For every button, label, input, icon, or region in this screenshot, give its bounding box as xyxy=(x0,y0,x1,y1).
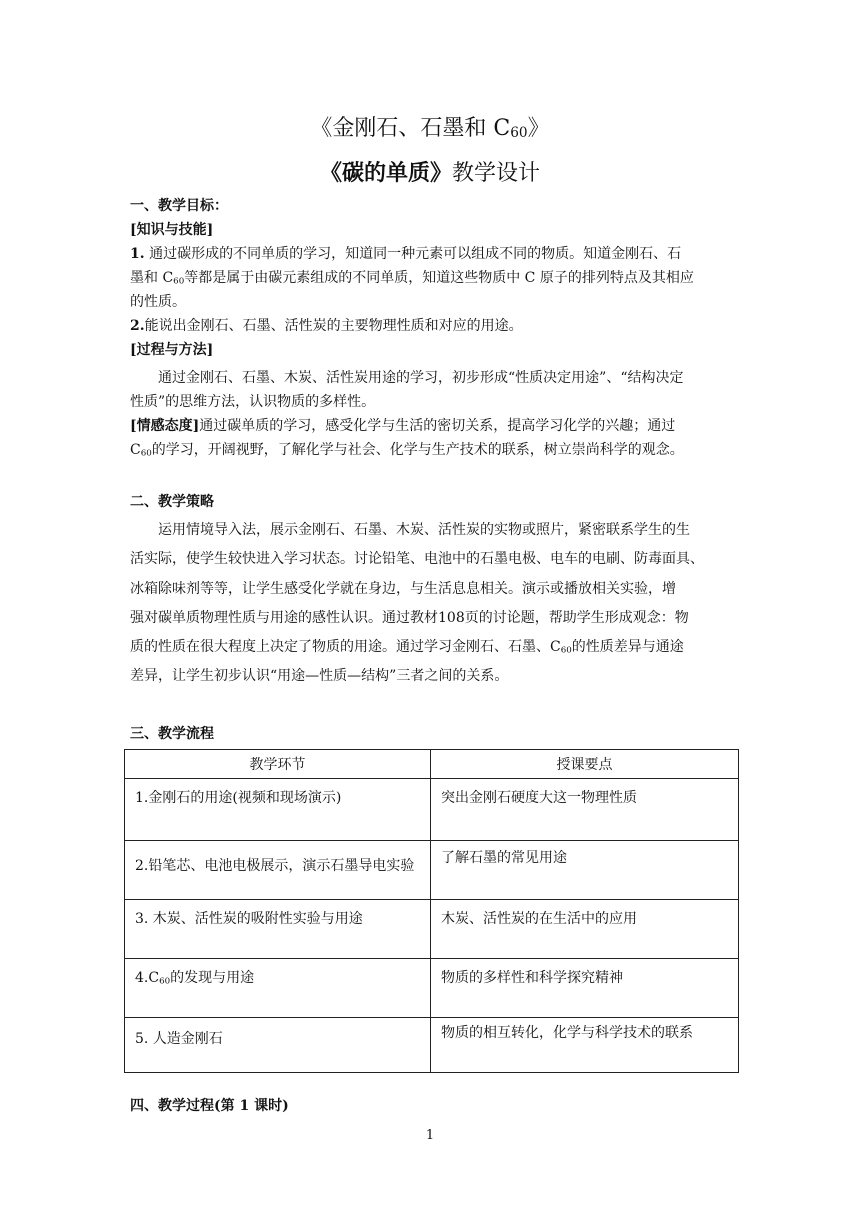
table-header-keypoints: 授课要点 xyxy=(431,750,739,779)
knowledge-item-1-line-1: 1. 通过碳形成的不同单质的学习，知道同一种元素可以组成不同的物质。知道金刚石、石 xyxy=(130,246,682,262)
section-heading-process: 四、教学过程(第 1 课时) xyxy=(130,1098,289,1114)
table-cell-stage: 2.铅笔芯、电池电极展示，演示石墨导电实验 xyxy=(125,841,431,900)
process-line-1: 通过金刚石、石墨、木炭、活性炭用途的学习，初步形成“性质决定用途”、“结构决定 xyxy=(158,370,684,386)
table-cell-stage: 5. 人造金刚石 xyxy=(125,1018,431,1073)
section-heading-flow: 三、教学流程 xyxy=(130,726,214,742)
table-header-row xyxy=(125,750,739,779)
document-subtitle: 《碳的单质》教学设计 xyxy=(319,160,541,186)
document-title: 《金刚石、石墨和 $C_{60}$》 xyxy=(310,116,550,142)
knowledge-item-1-line-3: 的性质。 xyxy=(130,294,186,310)
page-number: 1 xyxy=(425,1128,435,1143)
section-heading-strategy: 二、教学策略 xyxy=(130,494,214,510)
label-knowledge-skills: [知识与技能] xyxy=(130,222,214,238)
strategy-line-4: 强对碳单质物理性质与用途的感性认识。通过教材108页的讨论题，帮助学生形成观念：物 xyxy=(130,610,689,626)
table-cell-keypoint: 了解石墨的常见用途 xyxy=(431,841,739,900)
strategy-line-6: 差异，让学生初步认识“用途—性质—结构”三者之间的关系。 xyxy=(130,668,509,684)
table-cell-stage: 1.金刚石的用途(视频和现场演示) xyxy=(125,779,431,841)
teaching-flow-table xyxy=(124,749,739,1073)
knowledge-item-2: 2.能说出金刚石、石墨、活性炭的主要物理性质和对应的用途。 xyxy=(130,318,523,334)
table-cell-stage: $4.C_{60}$的发现与用途 xyxy=(125,959,431,1018)
table-row xyxy=(125,900,739,959)
table-cell-stage: 3. 木炭、活性炭的吸附性实验与用途 xyxy=(125,900,431,959)
section-heading-objectives: 一、教学目标： xyxy=(130,198,228,214)
table-cell-keypoint: 木炭、活性炭的在生活中的应用 xyxy=(431,900,739,959)
strategy-line-3: 冰箱除味剂等等，让学生感受化学就在身边，与生活息息相关。演示或播放相关实验，增 xyxy=(130,581,676,597)
table-row xyxy=(125,1018,739,1073)
emotion-line-1: [情感态度]通过碳单质的学习，感受化学与生活的密切关系，提高学习化学的兴趣；通过 xyxy=(130,418,676,434)
knowledge-item-1-line-2: 墨和 $C_{60}$等都是属于由碳元素组成的不同单质，知道这些物质中 C 原子的排列特点及其相应 xyxy=(130,270,694,287)
table-header-stage: 教学环节 xyxy=(125,750,431,779)
strategy-line-2: 活实际，使学生较快进入学习状态。讨论铅笔、电池中的石墨电极、电车的电刷、防毒面具、 xyxy=(130,551,704,567)
process-line-2: 性质”的思维方法，认识物质的多样性。 xyxy=(130,394,376,410)
table-cell-keypoint: 物质的相互转化，化学与科学技术的联系 xyxy=(431,1018,739,1073)
strategy-line-5: 质的性质在很大程度上决定了物质的用途。通过学习金刚石、石墨、$C_{60}$的性质差异与通途 xyxy=(130,639,684,656)
table-cell-keypoint: 突出金刚石硬度大这一物理性质 xyxy=(431,779,739,841)
label-process-methods: [过程与方法] xyxy=(130,342,214,358)
table-row xyxy=(125,779,739,841)
emotion-line-2: $C_{60}$的学习，开阔视野，了解化学与社会、化学与生产技术的联系，树立崇尚科学的观念。 xyxy=(130,442,684,459)
table-row xyxy=(125,959,739,1018)
strategy-line-1: 运用情境导入法，展示金刚石、石墨、木炭、活性炭的实物或照片，紧密联系学生的生 xyxy=(158,522,690,538)
table-cell-keypoint: 物质的多样性和科学探究精神 xyxy=(431,959,739,1018)
table-row xyxy=(125,841,739,900)
